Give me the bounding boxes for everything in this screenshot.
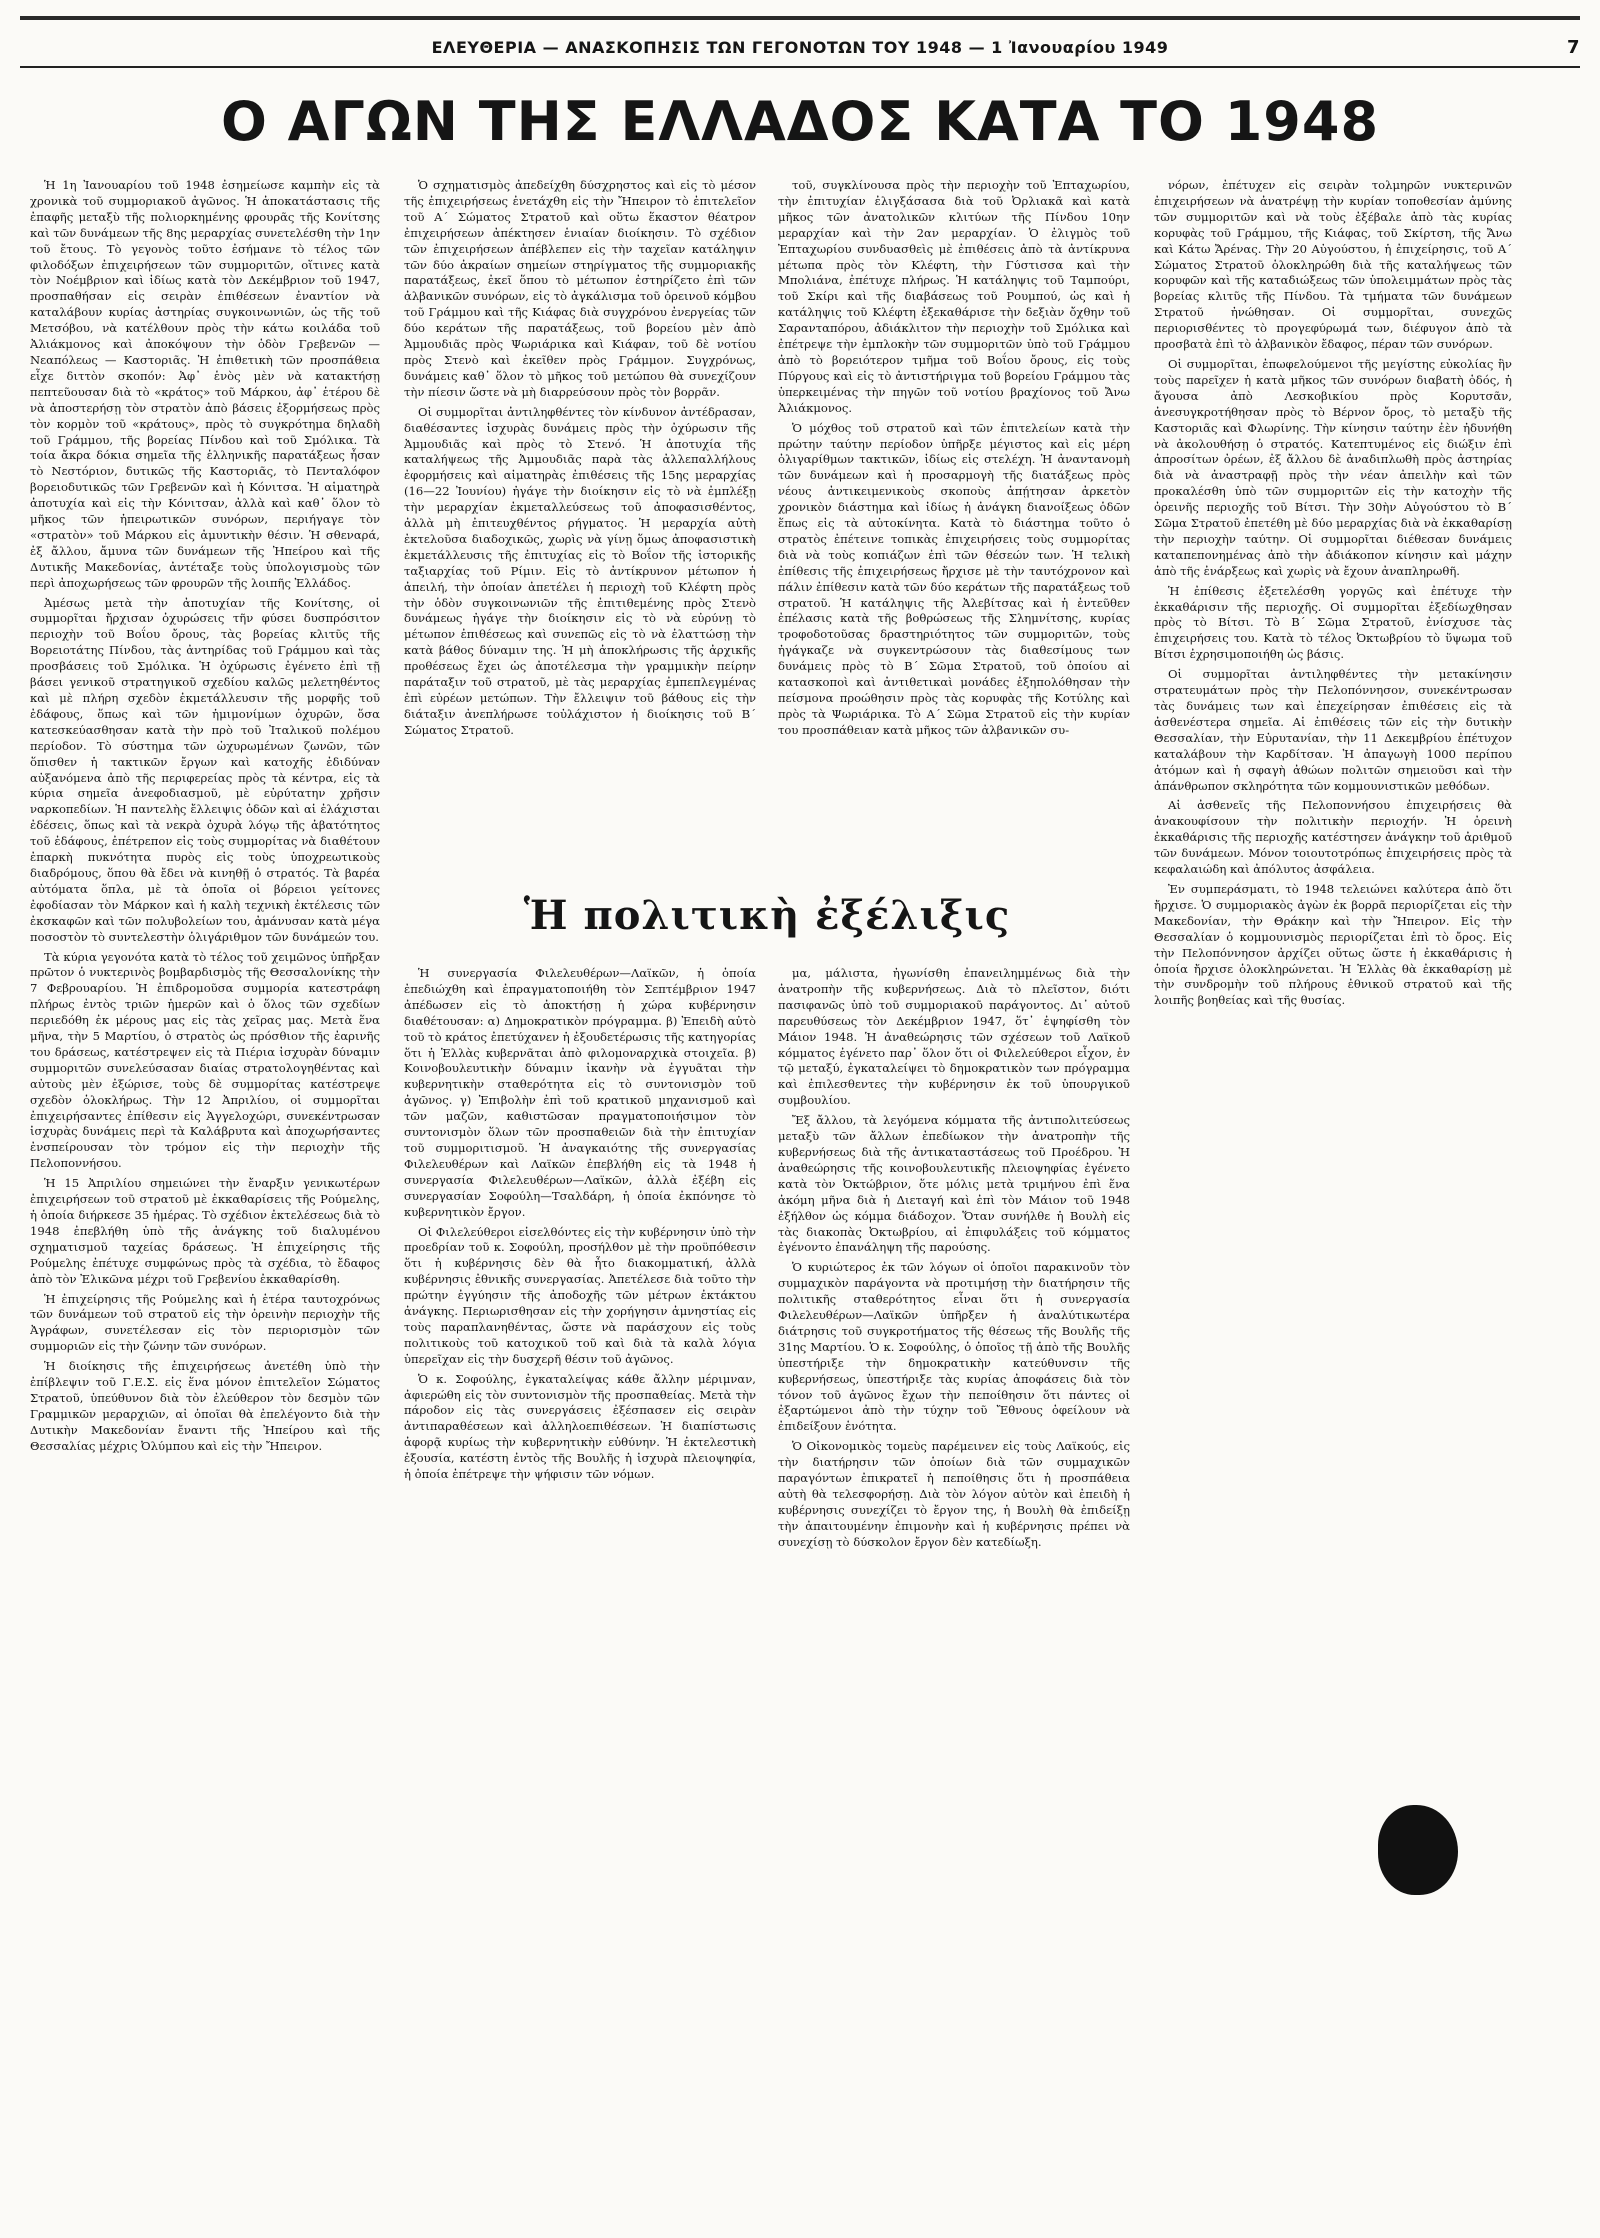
paragraph: Ἡ ἐπίθεσις ἐξετελέσθη γοργῶς καὶ ἐπέτυχε τὴν ἐκκαθάρισιν τῆς περιοχῆς. Οἱ συμμορῖται ἐξεδίωχθησαν πρὸς τὸ Βίτσι. Τὸ Β´ Σῶμα Στρατοῦ, ἐνίσχυσε τὰς ἐπιχειρήσεις του. Κατὰ τὸ τέλος Ὀκτωβρίου τὸ ὕψωμα τοῦ Βίτσι ἐχρησιμοποιήθη ὡς βάσις. (1154, 583, 1512, 662)
paragraph: Ἡ συνεργασία Φιλελευθέρων—Λαϊκῶν, ἡ ὁποία ἐπεδιώχθη καὶ ἐπραγματοποιήθη τὸν Σεπτέμβριον 1947 ἀπέδωσεν εἰς τὸ ἀποκτήσῃ ἡ χώρα κυβέρνησιν διαθέτουσαν: α) Δημοκρατικὸν πρόγραμμα. β) Ἐπειδὴ αὐτὸ τοῦ τὸ κράτος ἐπετύχανεν ἡ ἐξουδετέρωσις τῆς κατηγορίας ὅτι ἡ Ἑλλὰς κυβερνᾶται ἀπὸ φιλομοναρχικὰ στοιχεῖα. β) Κοινοβουλευτικὴν δύναμιν ἱκανὴν νὰ ἐγγυᾶται τὴν κυβερνητικὴν σταθερότητα εἰς τὸ συντονισμὸν τοῦ ἀγῶνος. γ) Ἐπιβολὴν ἐπὶ τοῦ κρατικοῦ μηχανισμοῦ καὶ τῶν μαζῶν, καθιστῶσαν πραγματοποιήσιμον τὸν συντονισμὸν ὅλων τῶν προσπαθειῶν διὰ τὴν ἐπιτυχίαν τοῦ συμμοριτισμοῦ. Ἡ ἀναγκαιότης τῆς συνεργασίας Φιλελευθέρων καὶ Λαϊκῶν ἐπεβλήθη εἰς τὰ 1948 ἡ συνεργασία Φιλελευθέρων—Λαϊκῶν, ἀλλὰ ἐξέβη εἰς συνεργασίαν Σοφούλη—Τσαλδάρη, ἡ ὁποία ἐκπόνησε τὸ κυβερνητικὸν ἔργον. (404, 966, 756, 1219)
paragraph: Ἡ ἐπιχείρησις τῆς Ρούμελης καὶ ἡ ἑτέρα ταυτοχρόνως τῶν δυνάμεων τοῦ στρατοῦ εἰς τὴν ὀρεινὴν περιοχὴν τῆς Ἀγράφων, συνετέλεσαν εἰς τὸν περιορισμὸν τῶν συμμοριῶν εἰς τὴν ζώνην τῶν συνόρων. (30, 1291, 380, 1354)
paragraph: Ὁ μόχθος τοῦ στρατοῦ καὶ τῶν ἐπιτελείων κατὰ τὴν πρώτην ταύτην περίοδον ὑπῆρξε μέγιστος καὶ εἰς μέρη ὀλιγαρίθμων τακτικῶν, ἰδίως εἰς στελέχη. Ἡ ἀναντανομὴ τῶν δυνάμεων καὶ ἡ προσαρμογὴ τῆς διατάξεως πρὸς νέους ἀντικειμενικοὺς σκοποὺς ἀπῄτησαν ἀρκετὸν χρονικὸν διάστημα καὶ ἰδίως ἡ ἀνάγκη διανοίξεως ὁδῶν ἕπως εἰς τὰ αὐτοκίνητα. Κατὰ τὸ διάστημα τοῦτο ὁ στρατὸς ἐπέτεινε τοπικὰς ἐπιχειρήσεις τοὺς συμμορίτας διὰ νὰ τοὺς κοπιάζων ἐπὶ τῶν θέσεών των. Ἡ τελικὴ ἐπίθεσις τῆς ἐπιχειρήσεως ἤρχισε μὲ τὴν ταυτόχρονον καὶ πάλιν ἐπίθεσιν κατὰ τῶν δύο κεράτων τῆς παρατάξεως τοῦ στρατοῦ. Ἡ κατάληψις τῆς Ἀλεβίτσας καὶ ἡ ἐντεῦθεν ἐπέλασις κατὰ τῆς βοθρώσεως τῆς Σλημνίτσης, κυρίας τροφοδοτοῦσας δραστηριότητος τῶν συμμοριτῶν, τοὺς ἠγάγκαζε νὰ συγκεντρώσουν τὰς διαθεσίμους των δυνάμεις πρὸς τὸ Β´ Σῶμα Στρατοῦ, τοῦ ὁποίου αἱ κατασκοποὶ καὶ ἀντιθετικαὶ μονάδες ἐξηπολόθησαν τὴν πείσμονα προώθησιν πρὸς τὰς κορυφὰς τῆς Κοτύλης καὶ πρὸς τὰ Ψωριάρικα. Τὸ Α´ Σῶμα Στρατοῦ εἰς τὴν κυρίαν του προσπάθειαν κατὰ μῆκος τῶν ἀλβανικῶν συ- (778, 420, 1130, 737)
paragraph: Ὁ κ. Σοφούλης, ἐγκαταλείψας κάθε ἄλλην μέριμναν, ἀφιερώθη εἰς τὸν συντονισμὸν τῆς προσπαθείας. Μετὰ τὴν πάροδον εἰς τὰς συνεργάσεις ἐξέσπασεν εἰς σειρὰν ἀντιπαραθέσεων καὶ ἀλληλοεπιθέσεων. Ἡ διαπίστωσις ἀφορᾷ κυρίως τὴν κυβερνητικὴν εὐθύνην. Ἡ ἐκτελεστικὴ ἐξουσία, κατέστη ἐντὸς τῆς Βουλῆς ἡ ἰσχυρὰ πλειοψηφία, ἡ ὁποία ἐπέτρεψε τὴν ψήφισιν τῶν νόμων. (404, 1371, 756, 1482)
ink-blot (1378, 1805, 1458, 1895)
paragraph: μα, μάλιστα, ἠγωνίσθη ἐπανειλημμένως διὰ τὴν ἀνατροπὴν τῆς κυβερνήσεως. Διὰ τὸ πλεῖστον, διότι πασιφανῶς ὑπὸ τοῦ συμμοριακοῦ παράγοντος. Δι᾽ αὐτοῦ παρευθύσεως τὸν Δεκέμβριον 1947, ὅτ᾽ ἐψηφίσθη τὸν Μάιον 1948. Ἡ ἀναθεώρησις τῶν σχέσεων τοῦ Λαϊκοῦ κόμματος ἐγένετο παρ᾽ ὅλον ὅτι οἱ Φιλελεύθεροι εἶχον, ἐν τῷ μεταξύ, ἐγκαταλείψει τὸ δημοκρατικὸν των πρόγραμμα καὶ ἐπιλεσθεντες τὴν κυβέρνησιν ἐκ τοῦ ὑπουργικοῦ συμβουλίου. (778, 966, 1130, 1108)
paragraph: νόρων, ἐπέτυχεν εἰς σειρὰν τολμηρῶν νυκτερινῶν ἐπιχειρήσεων νὰ ἀνατρέψῃ τὴν κυρίαν τοποθεσίαν ἀμύνης τῶν συμμοριτῶν καὶ νὰ τοὺς ἐξέβαλε ἀπὸ τὰς κυρίας κορυφὰς τοῦ Γράμμου, τῆς Κιάφας, τοῦ Σκίρτση, τῆς Ἄνω καὶ Κάτω Ἄρένας. Τὴν 20 Αὐγούστου, ἡ ἐπιχείρησις, τοῦ Α´ Σώματος Στρατοῦ ὁλοκληρώθη διὰ τῆς καταλήψεως τῶν κορυφῶν καὶ τῆς καταδιώξεως τῶν ὑπολειμμάτων πρὸς τὰς βορείας κλιτῦς τῆς Πίνδου. Τὰ τμήματα τῶν δυνάμεων Στρατοῦ ἠνώθησαν. Οἱ συμμορῖται, συνεχῶς περιορισθέντες τὸ προγεφύρωμά των, διέφυγον ἀπὸ τὰ προσβατὰ ἐπὶ τὸ ἀλβανικὸν ἔδαφος, πέραν τῶν συνόρων. (1154, 178, 1512, 352)
paragraph: Ἡ 15 Ἀπριλίου σημειώνει τὴν ἔναρξιν γενικωτέρων ἐπιχειρήσεων τοῦ στρατοῦ μὲ ἐκκαθαρίσεις τῆς Ρούμελης, ἡ ὁποία διήρκεσε 35 ἡμέρας. Τὸ σχέδιον ἐκτελέσεως διὰ τὸ 1948 ἐπεβλήθη ὑπὸ τῆς ἀνάγκης τοῦ διαλυμένου σχηματισμοῦ ταχείας δράσεως. Ἡ ἐπιχείρησις τῆς Ρούμελης ἐπέτυχε συμφώνως πρὸς τὰ σχέδια, τὸ ἔδαφος ἀπὸ τὸν Ἐλικῶνα μέχρι τοῦ Γρεβενίου ἐκκαθαρίσθη. (30, 1176, 380, 1286)
article-column-1 (30, 178, 380, 2218)
paragraph: Οἱ Φιλελεύθεροι εἰσελθόντες εἰς τὴν κυβέρνησιν ὑπὸ τὴν προεδρίαν τοῦ κ. Σοφούλη, προσήλθον μὲ τὴν προϋπόθεσιν ὅτι ἡ κυβέρνησις δὲν θὰ ἦτο διακομματική, ἀλλὰ κυβέρνησις ἐθνικῆς συνεργασίας. Ἀπετέλεσε διὰ τοῦτο τὴν πρώτην ἐγγύησιν τῆς ἀποδοχῆς τῶν μέτρων ἐκτάκτου ἀνάγκης. Περιωρισθησαν εἰς τὴν χορήγησιν ἀμνηστίας εἰς τοὺς παραπλανηθέντας, ὥστε νὰ παράσχουν εἰς τοὺς πολιτικοὺς τοῦ κατοχικοῦ τοῦ καὶ διὰ τὰ καλὰ λόγια ὑπερεῖχαν εἰς τὴν δυσχερῆ θέσιν τοῦ ἀγῶνος. (404, 1224, 756, 1366)
article-column-2 (404, 178, 756, 868)
paragraph: Ἀμέσως μετὰ τὴν ἀποτυχίαν τῆς Κονίτσης, οἱ συμμορῖται ἤρχισαν ὀχυρώσεις τῆν φύσει δυσπρόσιτον περιοχὴν τοῦ Βοΐου ὄρους, τὰς βορείας κλιτῦς τῆς Βορειοτάτης Πίνδου, τὰς ἀντηρίδας τοῦ Γράμμου καὶ τὰς προσβάσεις τοῦ Σμόλικα. Ἡ ὀχύρωσις ἐγένετο ἐπὶ τῇ βάσει γενικοῦ στρατηγικοῦ σχεδίου καλῶς μελετηθέντος καὶ μὲ πλήρη σχεδὸν ἐκμετάλλευσιν τῆς μορφῆς τοῦ ἐδάφους, ὅπως καὶ τῶν ἡμιμονίμων ὀχυρῶν, ὅσα κατεσκεύασθησαν κατὰ τὴν πρὸ τοῦ Ἰταλικοῦ πολέμου περίοδον. Τὸ σύστημα τῶν ὠχυρωμένων ζωνῶν, τῶν ὅπισθεν ἡ τακτικῶν ἔργων καὶ κατοχῆς ἐδιδύναν αὐξανόμενα ἀπὸ τῆς περιφερείας πρὸς τὰ κέντρα, εἰς τὰ κύρια σημεῖα ἀνεφοδιασμοῦ, μὲ εὐρύτατην χρῆσιν ναρκοπεδίων. Ἡ παντελὴς ἔλλειψις ὁδῶν καὶ αἱ ἐλάχισται ἐδέσεις, ὅπως καὶ τὰ νεκρὰ ὀχυρὰ λόγῳ τῆς ἀβατότητος τοῦ ἐδάφους, ἐπέτρεπον εἰς τοὺς συμμορίτας νὰ διαθέτουν ἐπαρκὴ πυκνότητα πυρὸς εἰς τοὺς ὑποχρεωτικοὺς διαδρόμους, ὅπου θὰ ἔδει νὰ κινηθῇ ὁ στρατός. Τὰ βαρέα αὐτόματα ὅπλα, μὲ τὰ ὁποῖα οἱ βόρειοι γείτονες ἐφοδίασαν τὸν Μάρκον καὶ ἡ καλὴ τεχνικὴ ἐκτέλεσις τῶν ἐκσκαφῶν καὶ τῶν πολυβολείων του, ἀμάνυσαν κατὰ μέγα ποσοστὸν τὸ συντελεστὴν ὁλιγάριθμον τῶν δυνάμεών του. (30, 595, 380, 944)
paragraph: Ὁ κυριώτερος ἐκ τῶν λόγων οἱ ὁποῖοι παρακινοῦν τὸν συμμαχικὸν παράγοντα νὰ προτιμήσῃ τὴν διατήρησιν τῆς πολιτικῆς σταθερότητος εἶναι ὅτι ἡ συνεργασία Φιλελευθέρων—Λαϊκῶν ὑπῆρξεν ἡ ἀναλύτικωτέρα διάτρησις τοῦ συγκροτήματος τῆς θέσεως τῆς Βουλῆς τῆς 31ης Μαρτίου. Ὁ κ. Σοφούλης, ὁ ὁποῖος τῇ ἀπὸ τῆς Βουλῆς ὑπεστήριξε τὴν δημοκρατικὴν κατεύθυνσιν τῆς κυβερνήσεως, ὑπεστήριξε τὰς κυρίας ἀποφάσεις διὰ τὸν τόνον τοῦ ἀγῶνος ἔχων τὴν πεποίθησιν ὅτι πάντες οἱ ἐξαρτώμενοι ἀπὸ τὴν τύχην τοῦ Ἔθνους ὁφείλουν νὰ ἐπιδείξουν ἑνότητα. (778, 1260, 1130, 1434)
paragraph: Ἔξ ἄλλου, τὰ λεγόμενα κόμματα τῆς ἀντιπολιτεύσεως μεταξὺ τῶν ἄλλων ἐπεδίωκον τὴν ἀνατροπὴν τῆς κυβερνήσεως διὰ τῆς ἀντικαταστάσεως τοῦ Προέδρου. Ἡ ἀναθεώρησις τῆς κοινοβουλευτικῆς πλειοψηφίας ἐγένετο κατὰ τὸν Ὀκτώβριον, ὅτε μόλις μετὰ τριμήνου ἐπὶ ἕνα ἀκόμη μῆνα διὰ ἡ Διεταγή καὶ ἐπὶ τὸν Μάιον τοῦ 1948 ἐξήλθον ὡς κόμμα διάδοχον. Ὅταν συνήλθε ἡ Βουλὴ εἰς τὰς διακοπὰς Ὀκτωβρίου, αἱ ἐπιφυλάξεις τοῦ κόμματος ἐγένοντο ἐπανάληψη τῆς παρούσης. (778, 1113, 1130, 1255)
paragraph: Τὰ κύρια γεγονότα κατὰ τὸ τέλος τοῦ χειμῶνος ὑπῆρξαν πρῶτον ὁ νυκτερινὸς βομβαρδισμὸς τῆς Θεσσαλονίκης τὴν 7 Φεβρουαρίου. Ἡ ἐπιδρομοῦσα συμμορία κατεστράφη πλήρως ἐντὸς τριῶν ἡμερῶν καὶ ὁ ὅλος τῶν σχεδίων περιεδόθη ἐκ μέρους μας εἰς τὰς χεῖρας μας. Μετὰ ἕνα μῆνα, τὴν 5 Μαρτίου, ὁ στρατὸς ὡς πρόσθιον τῆς ἐαρινῆς του δράσεως, κατέστρεψεν εἰς τὰ Πιέρια ἰσχυρὰν δύναμιν συμμοριτῶν συνελεύσασαν διαίας στρατολογηθέντας καὶ αὐτοὺς μὲν ἐξώρισε, τοὺς δὲ συμμορίτας κατέστρεψε σχεδὸν ὁλοκλήρως. Τὴν 12 Ἀπριλίου, οἱ συμμορῖται ἐπιχειρήσαντες ἐπίθεσιν εἰς Ἀγγελοχώρι, συνεκέντρωσαν ἰσχυρὰς δυνάμεις περὶ τὰ Καλάβρυτα καὶ ἀποχωρήσαντες ἐνσπείρουσαν τὸν τρόμον εἰς τὴν περιοχὴν τῆς Πελοποννήσου. (30, 949, 380, 1171)
paragraph: Ἡ 1η Ἰανουαρίου τοῦ 1948 ἐσημείωσε καμπὴν εἰς τὰ χρονικὰ τοῦ συμμοριακοῦ ἀγῶνος. Ἡ ἀποκατάστασις τῆς ἐπαφῆς μεταξὺ τῆς πολιορκημένης φρουρᾶς τῆς Κονίτσης καὶ τῶν δυνάμεων τῆς 8ης μεραρχίας συνετελέσθη τὴν 1ην τοῦ ἔτους. Τὸ γεγονὸς τοῦτο ἐσήμανε τὸ τέλος τῶν φιλοδόξων ἐπιχειρήσεων τῶν συμμοριτῶν, οἵτινες κατὰ τὸν Νοέμβριον καὶ ἰδίως κατὰ τὸν Δεκέμβριον τοῦ 1947, προσπαθήσαν εἰς σειρὰν ἐπιθέσεων ἐναντίον νὰ καταλάβουν κυρίας ἀστηρίας συγκοινωνιῶν, ὡς τῆς τοῦ Μετσόβου, νὰ κατέλθουν πρὸς τὴν κάτω κοιλάδα τοῦ Ἀλιάκμονος καὶ ἀποκόψουν τὴν ὁδὸν Γρεβενῶν — Νεαπόλεως — Καστοριᾶς. Ἡ ἐπιθετικὴ τῶν προσπάθεια εἶχε διττὸν σκοπόν: Ἀφ᾽ ἑνὸς μὲν νὰ κατακτήσῃ πεπτεῦουσαν διὰ τὸ «κράτος» τοῦ Μάρκου, ἀφ᾽ ἑτέρου δὲ νὰ ἀποστερήσῃ τὸν στρατὸν ἀπὸ βάσεις ἐξορμήσεως πρὸς τὸν κορμὸν τοῦ «κράτους», πρὸς τὸ συγκρότημα δηλαδὴ τοῦ Γράμμου, τῆς βορείας Πίνδου καὶ τοῦ Σμόλικα. Τὰ τοία ἄκρα δόκια σημεῖα τῆς ἑλληνικῆς παρατάξεως ἦσαν τὸ Νεστόριον, δυτικῶς τῆς Καστοριᾶς, τὸ Πενταλόφον βορειοδυτικῶς τῶν Γρεβενῶν καὶ ἡ Κόνιτσα. Ἡ αἱματηρὰ ἀποτυχία καὶ εἰς τὴν Κόνιτσαν, ἀλλὰ καὶ καθ᾽ ὅλον τὸ μῆκος τῶν ἠπειρωτικῶν συνόρων, περιήγαγε τὸν «στρατὸν» τοῦ Μάρκου εἰς ἀμυντικὴν θέσιν. Ἡ σθεναρά, ἐξ ἄλλου, ἄμυνα τῶν δυνάμεων τῆς Ἠπείρου καὶ τῆς Δυτικῆς Μακεδονίας, ἀντέταξε τοὺς ὑπολογισμοὺς τῶν περὶ ἀποχωρήσεως τῶν φρουρῶν τῆς λοιπῆς Ἑλλάδος. (30, 178, 380, 590)
running-header-text: ΕΛΕΥΘΕΡΙΑ — ΑΝΑΣΚΟΠΗΣΙΣ ΤΩΝ ΓΕΓΟΝΟΤΩΝ ΤΟΥ 1948 — 1 Ἰανουαρίου 1949 (431, 37, 1169, 57)
paragraph: Ἡ διοίκησις τῆς ἐπιχειρήσεως ἀνετέθη ὑπὸ τὴν ἐπίβλεψιν τοῦ Γ.Ε.Σ. εἰς ἕνα μόνον ἐπιτελεῖον Σώματος Στρατοῦ, ὑπεύθυνον διὰ τὸν ἐλεύθερον τὸν δεσμὸν τῶν Γραμμικῶν μεραρχιῶν, αἱ ὁποῖαι θὰ ἐπελέγοντο διὰ τὴν Δυτικὴν Μακεδονίαν ἔναντι τῆς Ἠπείρου καὶ τῆς Θεσσαλίας μέχρις Ὀλύμπου καὶ εἰς τὴν Ἤπειρον. (30, 1359, 380, 1453)
headline: Ο ΑΓΩΝ ΤΗΣ ΕΛΛΑΔΟΣ ΚΑΤΑ ΤΟ 1948 (220, 90, 1380, 153)
politics-column-1 (404, 966, 756, 2218)
paragraph: Οἱ συμμορῖται ἀντιληφθέντες τὴν μετακίνησιν στρατευμάτων πρὸς τὴν Πελοπόννησον, συνεκέντρωσαν τὰς δυνάμεις των καὶ ἐπεχείρησαν ἐπιθέσεις εἰς τὰ ἀσθενέστερα σημεῖα. Αἱ ἐπιθέσεις τῶν εἰς τὴν δυτικὴν Θεσσαλίαν, τὴν Εὐρυτανίαν, τὴν 11 Δεκεμβρίου ἐπέτυχον καταλάβουν τὴν Καρδίτσαν. Ἡ ἀπαγωγὴ 1000 περίπου ἀτόμων καὶ ἡ σφαγὴ ἀθώων πολιτῶν σημειοῦσι καὶ τὴν ἀπάνθρωπον σκληρότητα τῶν κομμουνιστικῶν μεθόδων. (1154, 667, 1512, 793)
paragraph: Οἱ συμμορῖται ἀντιληφθέντες τὸν κίνδυνον ἀντέδρασαν, διαθέσαντες ἰσχυρὰς δυνάμεις πρὸς τὴν ὀχύρωσιν τῆς Ἀμμουδιᾶς καὶ πρὸς τὸ Στενό. Ἡ ἀποτυχία τῆς καταλήψεως τῆς Ἀμμουδιᾶς παρὰ τὰς ἀλλεπαλλήλους ἐφορμήσεις καὶ αἱματηρὰς ἐπιθέσεις τῆς 15ης μεραρχίας (16—22 Ἰουνίου) ἠγάγε τὴν διοίκησιν εἰς τὸ νὰ ἐμπλέξῃ τὴν μεραρχίαν ἐκμεταλλεύσεως τοῦ ἀποφασισθέντος, ἀλλὰ μὴ ἐπιτευχθέντος ρήγματος. Ἡ μεραρχία αὐτὴ ἐκτελοῦσα διαδοχικῶς, χωρὶς νὰ γίνῃ ὅμως ἀποφασιστικὴ ἐκμετάλλευσις τῆς ἐπιτυχίας εἰς τὸ Βοΐον τῆς ἱστορικῆς ταξιαρχίας τοῦ Ρίμιν. Εἰς τὸ ἀντίκρυνον μέτωπον ἡ ἀπειλή, τὴν ὁποίαν ἀπετέλει ἡ περιοχὴ τοῦ Κλέφτη πρὸς τὴν ὁδὸν συγκοινωνιῶν τῆς ἐπιτιθεμένης πρὸς Στενὸ δυνάμεως ἠγάγε τὴν διοίκησιν εἰς τὸ νὰ εὐρύνῃ τὸ μέτωπον ἐπιθέσεως καὶ συνεπῶς εἰς τὸ νὰ ἐλαττώσῃ τὴν κατὰ βάθος δύναμιν της. Ἡ μὴ ἀποκλήρωσις τῆς ἀρχικῆς προθέσεως ἔχει ὡς ἀποτέλεσμα τὴν γραμμικὴν πείρην παράταξιν τοῦ στρατοῦ, μὲ τὰς μεραρχίας ἐμπεπλεγμένας ἐπὶ εὐρέων μετώπων. Τὴν ἔλλειψιν τοῦ βάθους εἰς τὴν διάταξιν ἀνεπλήρωσε τοὐλάχιστον ἡ διοίκησις τοῦ Β´ Σώματος Στρατοῦ. (404, 404, 756, 737)
paragraph: Ἐν συμπεράσματι, τὸ 1948 τελειώνει καλύτερα ἀπὸ ὅτι ἤρχισε. Ὁ συμμοριακὸς ἀγὼν ἐκ βορρᾶ περιορίζεται εἰς τὴν Μακεδονίαν, τὴν Θράκην καὶ τὴν Ἤπειρον. Εἰς τὴν Θεσσαλίαν ὁ κομμουνισμὸς περιορίζεται ἐπὶ τὸ ὄρος. Εἰς τὴν Πελοπόννησον ἀρχίζει οὕτως ὥστε ἡ ἐκκαθάρισις ἡ ὁποία ἤρχισε ὁλοκληρώνεται. Ἡ Ἑλλὰς θὰ ἐκκαθαρίσῃ μὲ τὴν συνδρομὴν τοῦ πλήρους ἐθνικοῦ στρατοῦ καὶ τῆς λοιπῆς βοηθείας καὶ τῆς θυσίας. (1154, 881, 1512, 1008)
politics-column-2 (778, 966, 1130, 2218)
page-number: 7 (1566, 36, 1580, 58)
paragraph: τοῦ, συγκλίνουσα πρὸς τὴν περιοχὴν τοῦ Ἐπταχωρίου, τὴν ἐπιτυχίαν ἐλιγξάσασα διὰ τοῦ Ὀρλιακᾶ καὶ κατὰ μῆκος τῶν ἀνατολικῶν κλιτύων τῆς Πίνδου 10ην μεραρχίαν καὶ τὴν 2αν μεραρχίαν. Ὁ ἐλιγμὸς τοῦ Ἐπταχωρίου συνδυασθεὶς μὲ ἐπιθέσεις ἀπὸ τὰ ἀντίκρυνα μέτωπα πρὸς τὸν Κλέφτη, τὴν Γύστισσα καὶ τὴν Μπολιάνα, ἐπέτυχε πλήρως. Ἡ κατάληψις τοῦ Ταμπούρι, τοῦ Σκίρι καὶ τῆς διαβάσεως τοῦ Ρουμπού, ὡς καὶ ἡ κατάληψις τοῦ Κλέφτη ἐξεκαθάρισε τὴν δεξιὰν ὄχθην τοῦ Σαρανταπόρου, ἀδιάκλιτον τὴν περιοχὴν τοῦ Σμόλικα καὶ ἐπέτρεψε τὴν ἐμπλοκὴν τῶν συμμοριτῶν ὑπὸ τοῦ Γράμμου ἀπὸ τὸ βορειότερον τμῆμα τοῦ Βοΐου ὄρους, εἰς τοὺς Πύργους καὶ εἰς τὸ ἀντιστήριγμα τοῦ βορείου Γράμμου τὰς ὑπερκειμένας τὴν πηγῶν τοῦ νοτίου βραχίονος τοῦ Ἄνω Ἀλιάκμονος. (778, 178, 1130, 415)
paragraph: Ὁ Οἰκονομικὸς τομεὺς παρέμεινεν εἰς τοὺς Λαϊκούς, εἰς τὴν διατήρησιν τῶν ὁποίων διὰ τῶν συμμαχικῶν παραγόντων ἐπικρατεῖ ἡ πεποίθησις ὅτι ἡ προσπάθεια αὐτὴ θὰ τελεσφορήσῃ. Διὰ τὸν λόγον αὐτὸν καὶ ἐπειδὴ ἡ κυβέρνησις συνεχίζει τὸ ἔργον της, ἡ Βουλὴ θὰ ἐπιδείξῃ τὴν ἀπαιτουμένην ἐπιμονὴν καὶ ἡ κυβέρνησις πρέπει νὰ συνεχίσῃ τὸ δύσκολον ἔργον δὲν κατεδίωξη. (778, 1439, 1130, 1549)
paragraph: Ὁ σχηματισμὸς ἀπεδείχθη δύσχρηστος καὶ εἰς τὸ μέσον τῆς ἐπιχειρήσεως ἐνετάχθη εἰς τὴν Ἤπειρον τὸ ἐπιτελεῖον τοῦ Α´ Σώματος Στρατοῦ καὶ οὕτω ἕκαστον θέατρον ἐπιχειρήσεων ἀπέκτησεν ἑνιαίαν διοίκησιν. Τὸ σχέδιον τῶν ἐπιχειρήσεων ἀπέβλεπεν εἰς τὴν ταχεῖαν κατάληψιν τῶν δύο ἀκραίων σημείων στηρίγματος τῆς συμμοριακῆς παρατάξεως, ἐκεῖ ὅπου τὸ μέτωπον ἐστηρίζετο ἐπὶ τῶν ἀλβανικῶν συνόρων, εἰς τὸ ἀγκάλισμα τοῦ ὀρεινοῦ κόμβου τοῦ Γράμμου καὶ τῆς Κιάφας διὰ συγχρόνου ἐνεργείας τῶν δύο κεράτων τῆς παρατάξεως, τοῦ βορείου μὲν ἀπὸ Ἀμμουδιᾶς πρὸς Ψωριάρικα καὶ Κιάφαν, τοῦ δὲ νοτίου πρὸς Στενὸ καὶ ἐκεῖθεν πρὸς Γράμμον. Συγχρόνως, δυνάμεις καθ᾽ ὅλον τὸ μῆκος τοῦ μετώπου θὰ συνεχίζουν τὴν πίεσιν ὥστε νὰ μὴ διαρρεύσουν πρὸς τὸν βορρᾶν. (404, 178, 756, 399)
section-subheadline: Ἡ πολιτικὴ ἐξέλιξις (523, 892, 1011, 939)
paragraph: Αἱ ἀσθενεῖς τῆς Πελοποννήσου ἐπιχειρήσεις θὰ ἀνακουφίσουν τὴν πολιτικὴν περιοχήν. Ἡ ὀρεινὴ ἐκκαθάρισις τῆς περιοχῆς κατέστησεν ἀνάγκην τοῦ ἀριθμοῦ τῶν δυνάμεων. Μόνον τοιουτοτρόπως ἐπιχειρήσεις πρὸς τὰ κεφαλαιώδη καὶ ἀπόλυτος ἀσφάλεια. (1154, 798, 1512, 877)
top-rule (20, 0, 1580, 20)
article-column-3 (778, 178, 1130, 868)
article-column-4 (1154, 178, 1512, 2218)
header-rule (20, 66, 1580, 68)
running-header (20, 30, 1580, 64)
paragraph: Οἱ συμμορῖται, ἐπωφελούμενοι τῆς μεγίστης εὐκολίας ἣν τοὺς παρεῖχεν ἡ κατὰ μῆκος τῶν συνόρων διαβατὴ ὁδός, ἡ ἄγουσα ἀπὸ Λεσκοβικίου πρὸς Κορυτσᾶν, ἀνεσυγκροτήθησαν πρὸς τὸ Βέρνον ὄρος, τὸ μεταξὺ τῆς Καστοριᾶς καὶ Φλωρίνης. Τὴν κίνησιν ταύτην ἐὲν ἠδυνήθη νὰ ἀκολουθήσῃ ὁ στρατός. Κατεπτυμένος εἰς διώξιν ἐπὶ ἀπροσίτων ὀρέων, ἐξ ἄλλου δὲ ἀναδιπλωθὴ πρὸς ἀστηρίας διὰ νὰ ἀναστραφῇ πρὸς τὴν νέαν ἀπειλὴν καὶ τῶν προκαλέσθη ὑπὸ τῶν συμμοριτῶν εἰς τὴν κατοχὴν τῆς ὀρεινῆς περιοχῆς τοῦ Βίτσι. Τὴν 30ὴν Αὐγούστου τὸ Β´ Σῶμα Στρατοῦ ἐπετέθη μὲ δύο μεραρχίας διὰ νὰ ἐκκαθαρίσῃ τὴν περιοχὴν ταύτην. Οἱ συμμορῖται διέθεσαν δυνάμεις καταπεπονημένας ἀπὸ τὴν ἀδιάκοπον κίνησιν καὶ μάχην ἀπὸ τῆς ἐνάρξεως καὶ χωρὶς νὰ ἔχουν ἀναπληρωθῆ. (1154, 356, 1512, 578)
